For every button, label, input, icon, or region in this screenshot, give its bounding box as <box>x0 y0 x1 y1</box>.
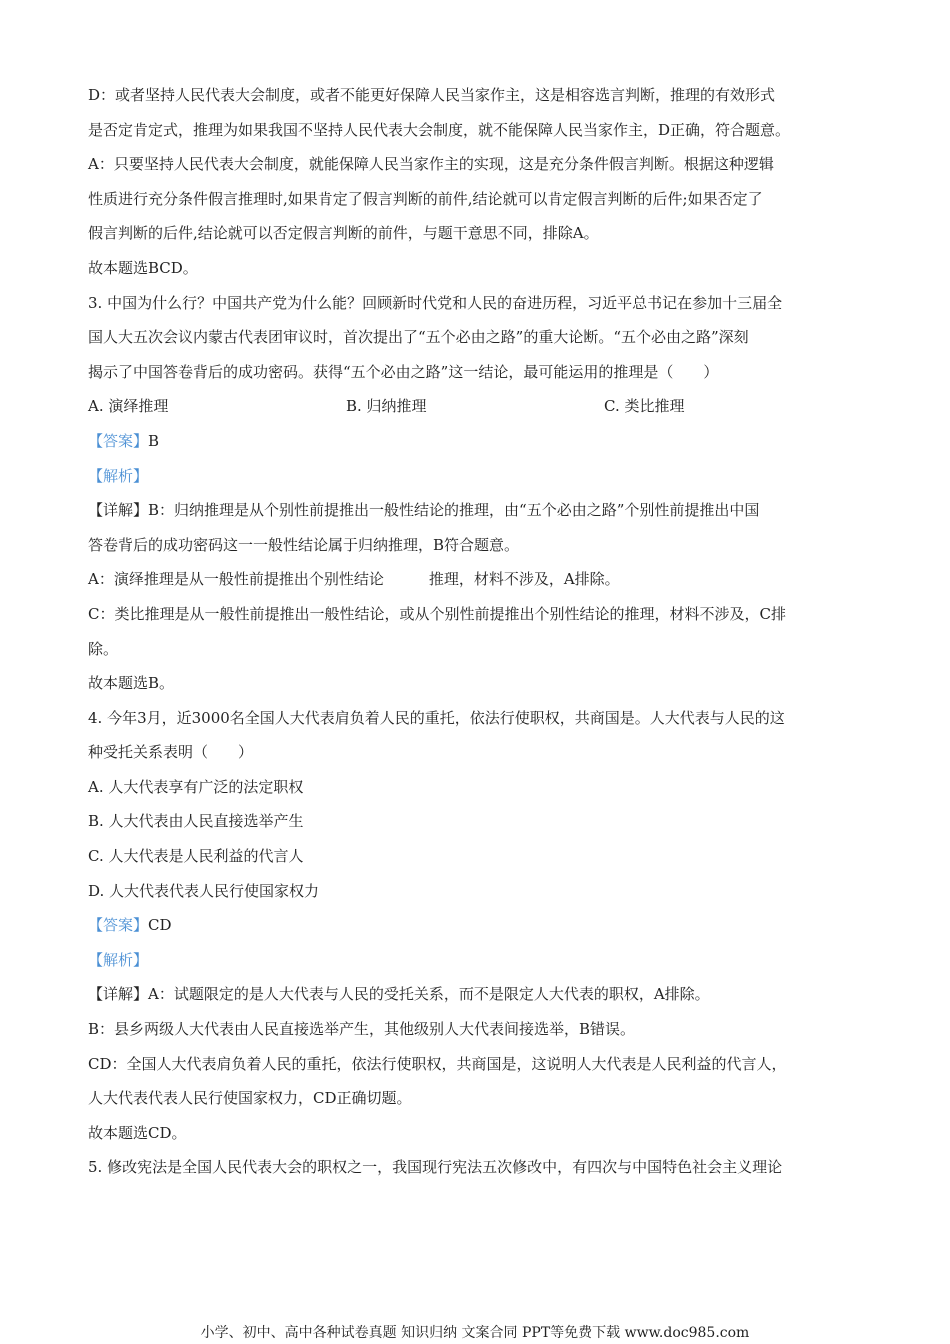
question-4-stem: 种受托关系表明（ ） <box>88 743 254 762</box>
footer-text: 小学、初中、高中各种试卷真题 知识归纳 文案合同 PPT等免费下载 www.doc985.com <box>200 1325 750 1341</box>
option-c: C. 类比推理 <box>604 397 685 416</box>
text-line: 是否定肯定式，推理为如果我国不坚持人民代表大会制度，就不能保障人民当家作主，D正确，符合题意。 <box>88 120 791 139</box>
question-5-stem: 5. 修改宪法是全国人民代表大会的职权之一，我国现行宪法五次修改中，有四次与中国特色社会主义理论 <box>88 1158 783 1177</box>
answer-value: B <box>148 431 160 450</box>
text-line: 假言判断的后件,结论就可以否定假言判断的前件，与题干意思不同，排除A。 <box>88 224 599 243</box>
analysis-tag: 【解析】 <box>88 466 149 485</box>
option-b: B. 归纳推理 <box>346 397 427 416</box>
conclusion-line: 故本题选CD。 <box>88 1123 187 1142</box>
option-a: A. 人大代表享有广泛的法定职权 <box>88 777 304 796</box>
text-line: 人大代表代表人民行使国家权力，CD正确切题。 <box>88 1089 412 1108</box>
conclusion-line: 故本题选BCD。 <box>88 258 198 277</box>
text-line: B：县乡两级人大代表由人民直接选举产生，其他级别人大代表间接选举，B错误。 <box>88 1020 636 1039</box>
detail-tag: 【详解】 <box>88 501 149 520</box>
document-body <box>88 78 868 1185</box>
text-line: C：类比推理是从一般性前提推出一般性结论，或从个别性前提推出个别性结论的推理，材料不涉及，C排 <box>88 604 786 623</box>
question-3-stem: 3. 中国为什么行？中国共产党为什么能？回顾新时代党和人民的奋进历程，习近平总书记在参加十三届全 <box>88 293 783 312</box>
question-4-stem: 4. 今年3月，近3000名全国人大代表肩负着人民的重托，依法行使职权，共商国是。人大代表与人民的这 <box>88 708 785 727</box>
detail-tag: 【详解】 <box>88 985 149 1004</box>
answer-value: CD <box>148 916 172 935</box>
text-line: 答卷背后的成功密码这一一般性结论属于归纳推理，B符合题意。 <box>88 535 520 554</box>
answer-line <box>88 424 868 459</box>
text-line: A：演绎推理是从一般性前提推出个别性结论 推理，材料不涉及，A排除。 <box>88 570 620 589</box>
text-line: 除。 <box>88 639 119 658</box>
question-3-options <box>88 389 868 424</box>
answer-tag: 【答案】 <box>88 431 149 450</box>
analysis-line <box>88 943 868 978</box>
detail-text: B：归纳推理是从个别性前提推出一般性结论的推理，由“五个必由之路”个别性前提推出中国 <box>148 501 760 520</box>
answer-line <box>88 908 868 943</box>
analysis-tag: 【解析】 <box>88 950 149 969</box>
option-c: C. 人大代表是人民利益的代言人 <box>88 847 304 866</box>
text-line: D：或者坚持人民代表大会制度，或者不能更好保障人民当家作主，这是相容选言判断，推理的有效形式 <box>88 86 776 104</box>
conclusion-line: 故本题选B。 <box>88 674 175 693</box>
question-3-stem: 揭示了中国答卷背后的成功密码。获得“五个必由之路”这一结论，最可能运用的推理是（ ） <box>88 362 719 381</box>
text-line: 性质进行充分条件假言推理时,如果肯定了假言判断的前件,结论就可以肯定假言判断的后件;如果否定了 <box>88 189 763 208</box>
question-3-stem: 国人大五次会议内蒙古代表团审议时，首次提出了“五个必由之路”的重大论断。“五个必由之路”深刻 <box>88 328 749 347</box>
analysis-line <box>88 459 868 494</box>
text-line: CD：全国人大代表肩负着人民的重托，依法行使职权，共商国是，这说明人大代表是人民利益的代言人， <box>88 1054 787 1073</box>
option-d: D. 人大代表代表人民行使国家权力 <box>88 881 320 900</box>
option-b: B. 人大代表由人民直接选举产生 <box>88 812 304 831</box>
detail-text: A：试题限定的是人大代表与人民的受托关系，而不是限定人大代表的职权，A排除。 <box>148 985 710 1004</box>
detail-line <box>88 493 868 528</box>
option-a: A. 演绎推理 <box>88 397 169 416</box>
answer-tag: 【答案】 <box>88 916 149 935</box>
text-line: A：只要坚持人民代表大会制度，就能保障人民当家作主的实现，这是充分条件假言判断。根据这种逻辑 <box>88 155 774 174</box>
detail-line <box>88 977 868 1012</box>
